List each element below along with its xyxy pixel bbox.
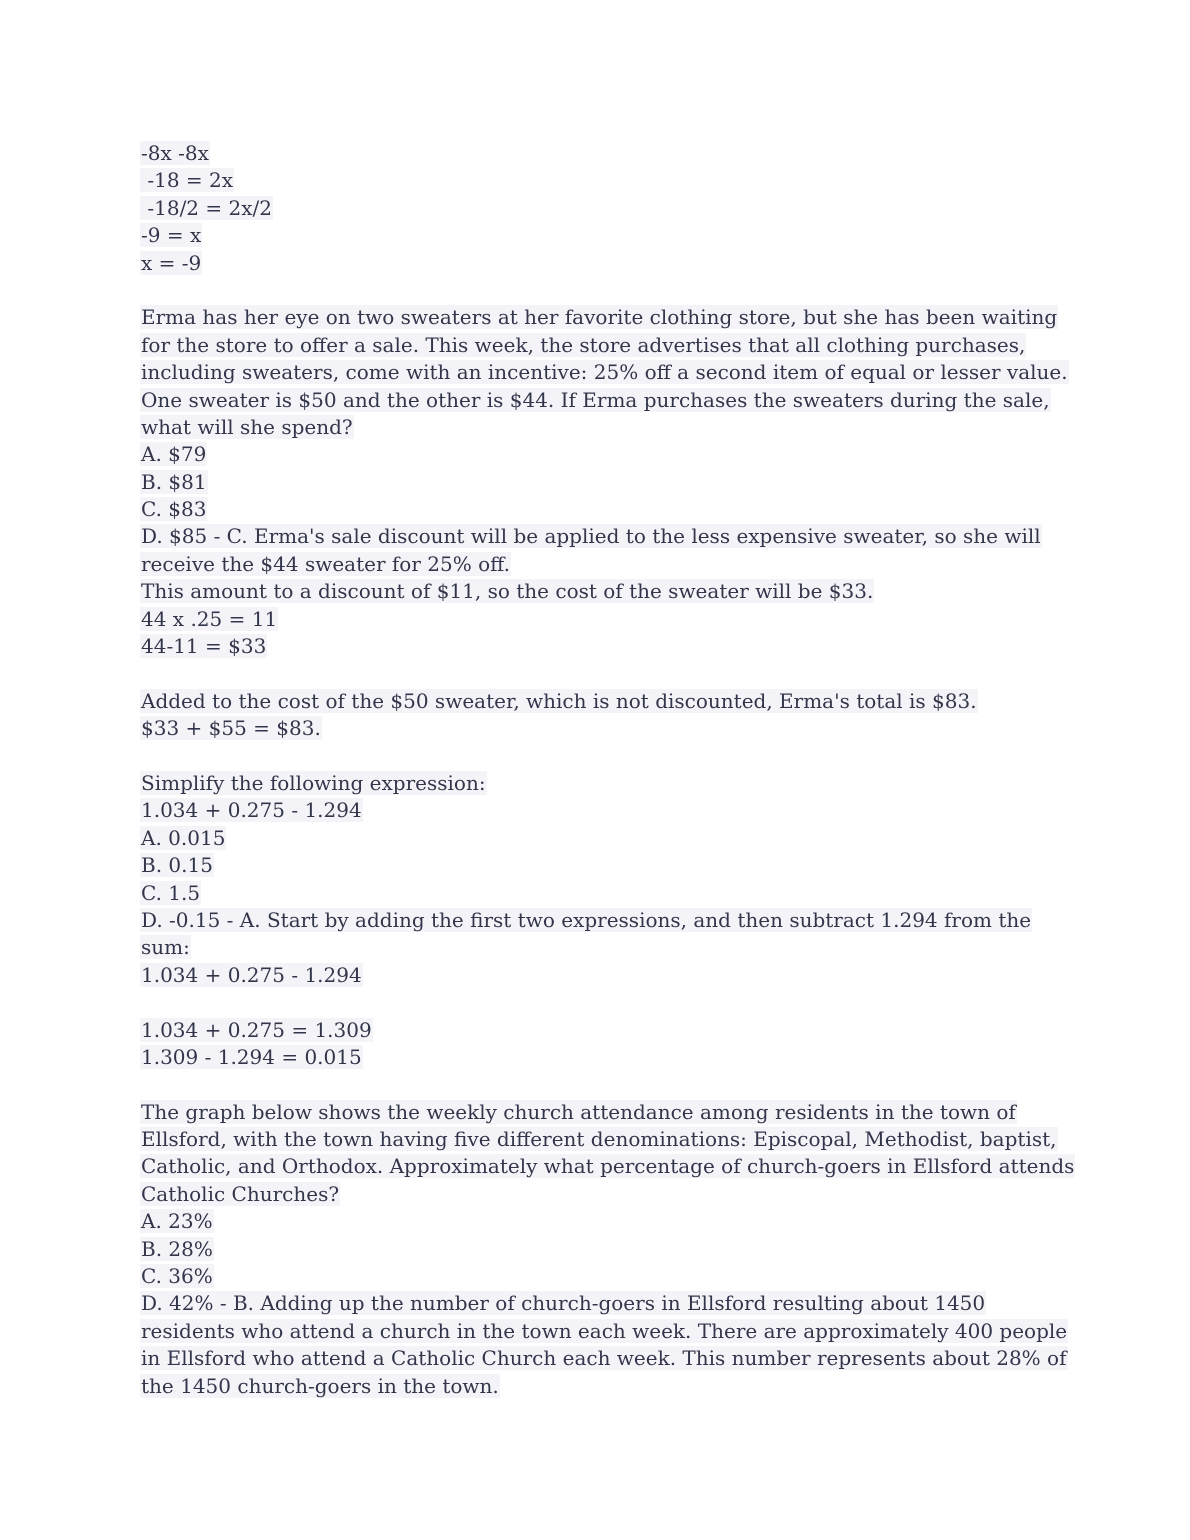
text-line: This amount to a discount of $11, so the cost of the sweater will be $33. xyxy=(141,579,874,604)
answer-option: C. 1.5 xyxy=(141,880,201,905)
text-line: Simplify the following expression: xyxy=(141,770,486,795)
answer-option: B. 28% xyxy=(141,1236,213,1261)
simplify-question-block xyxy=(140,770,1060,989)
text-line: for the store to offer a sale. This week, the store advertises that all clothing purchases, xyxy=(141,332,1026,357)
text-line: -9 = x xyxy=(141,223,202,248)
text-line: residents who attend a church in the town each week. There are approximately 400 people xyxy=(141,1318,1068,1343)
text-line: 1.309 - 1.294 = 0.015 xyxy=(141,1044,362,1069)
text-line: $33 + $55 = $83. xyxy=(141,716,321,741)
paragraph-gap xyxy=(140,1071,1060,1098)
text-line: the 1450 church-goers in the town. xyxy=(141,1373,499,1398)
paragraph-gap xyxy=(140,743,1060,770)
answer-option: D. $85 - C. Erma's sale discount will be applied to the less expensive sweater, so she will xyxy=(141,524,1041,549)
paragraph-gap xyxy=(140,660,1060,687)
text-line: Catholic, and Orthodox. Approximately what percentage of church-goers in Ellsford attends xyxy=(141,1154,1075,1179)
answer-option: A. 0.015 xyxy=(141,825,226,850)
text-line: 1.034 + 0.275 = 1.309 xyxy=(141,1017,372,1042)
answer-option: A. $79 xyxy=(141,442,207,467)
document-page xyxy=(140,140,1075,1400)
text-line: Ellsford, with the town having five different denominations: Episcopal, Methodist, baptist, xyxy=(141,1127,1057,1152)
text-line: Added to the cost of the $50 sweater, which is not discounted, Erma's total is $83. xyxy=(141,688,977,713)
equation-solution-block xyxy=(140,140,1060,277)
sweater-question-block xyxy=(140,304,1068,660)
simplify-solution-block xyxy=(140,1017,1060,1072)
text-line: One sweater is $50 and the other is $44. If Erma purchases the sweaters during the sale, xyxy=(141,387,1050,412)
answer-option: B. 0.15 xyxy=(141,853,213,878)
text-line: -18/2 = 2x/2 xyxy=(141,195,272,220)
text-line: including sweaters, come with an incentive: 25% off a second item of equal or lesser value. xyxy=(141,360,1068,385)
text-line: 44 x .25 = 11 xyxy=(141,606,278,631)
paragraph-gap xyxy=(140,989,1060,1016)
text-line: sum: xyxy=(141,935,190,960)
text-line: 1.034 + 0.275 - 1.294 xyxy=(141,962,362,987)
text-line: Catholic Churches? xyxy=(141,1181,340,1206)
text-line: 1.034 + 0.275 - 1.294 xyxy=(141,798,362,823)
text-line: in Ellsford who attend a Catholic Church each week. This number represents about 28% of xyxy=(141,1346,1067,1371)
sweater-total-block xyxy=(140,688,1060,743)
text-line: -8x -8x xyxy=(141,141,209,165)
answer-option: C. 36% xyxy=(141,1264,213,1289)
answer-option: B. $81 xyxy=(141,469,207,494)
answer-option: C. $83 xyxy=(141,497,207,522)
answer-option: A. 23% xyxy=(141,1209,213,1234)
text-line: -18 = 2x xyxy=(141,168,234,193)
text-line: x = -9 xyxy=(141,250,202,275)
text-line: what will she spend? xyxy=(141,414,353,439)
text-line: receive the $44 sweater for 25% off. xyxy=(141,551,510,576)
text-line: The graph below shows the weekly church attendance among residents in the town of xyxy=(141,1099,1016,1124)
answer-option: D. -0.15 - A. Start by adding the first two expressions, and then subtract 1.294 from the xyxy=(141,907,1032,932)
church-question-block xyxy=(140,1099,1075,1400)
text-line: 44-11 = $33 xyxy=(141,634,267,659)
answer-option: D. 42% - B. Adding up the number of church-goers in Ellsford resulting about 1450 xyxy=(141,1291,986,1316)
text-line: Erma has her eye on two sweaters at her favorite clothing store, but she has been waiting xyxy=(141,305,1058,330)
paragraph-gap xyxy=(140,277,1060,304)
